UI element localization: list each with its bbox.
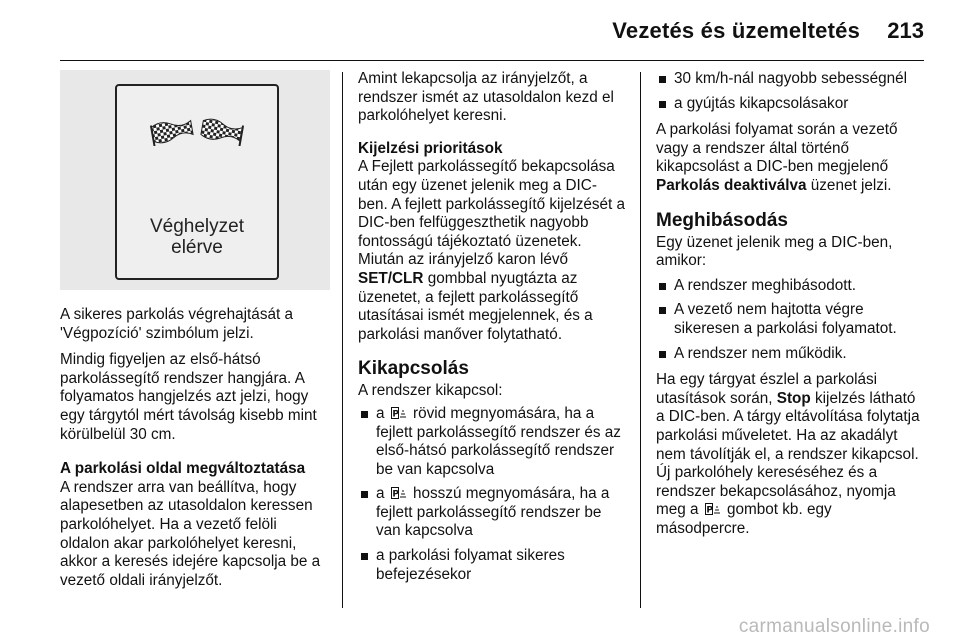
text-run: gombbal nyugtázta az üzenetet, a fejlett parkolássegítő utasításai ismét megjelennek, és a parkolási manőver folytatható. bbox=[358, 269, 593, 343]
bullet-icon bbox=[659, 76, 666, 83]
bullet-list bbox=[358, 405, 626, 584]
text-run: 30 km/h-nál nagyobb sebességnél bbox=[674, 70, 908, 87]
text-run: a parkolási folyamat sikeres befejezésekor bbox=[376, 547, 565, 583]
list-item bbox=[656, 70, 924, 89]
text-run: A Fejlett parkolássegítő bekapcsolása után egy üzenet jelenik meg a DIC-ben. A fejlett parkolássegítő kijelzését a DIC-ben felfüggeszthetik nagyobb fontosságú tájékoztató üzenetek. Miután az irányjelző karon lévő bbox=[358, 158, 626, 269]
paragraph bbox=[656, 371, 924, 538]
text-run: üzenet jelzi. bbox=[810, 176, 892, 194]
list-item bbox=[656, 277, 924, 296]
parking-assist-icon bbox=[705, 503, 721, 515]
column-3 bbox=[656, 70, 924, 546]
bullet-icon bbox=[361, 411, 368, 418]
display-line-1: Véghelyzet bbox=[149, 216, 244, 237]
text-run: A rendszer meghibásodott. bbox=[674, 276, 856, 294]
column-1 bbox=[60, 70, 330, 598]
bullet-icon bbox=[361, 553, 368, 560]
text-run: Ha egy tárgyat észlel a parkolási utasítások során, bbox=[656, 371, 878, 407]
checkered-flags-icon bbox=[148, 116, 246, 146]
svg-text:P: P bbox=[392, 409, 399, 419]
text-run: a bbox=[376, 404, 385, 422]
subheading: Kijelzési prioritások bbox=[358, 139, 503, 157]
list-item bbox=[358, 485, 626, 541]
section-title: Vezetés és üzemeltetés bbox=[612, 18, 860, 43]
text-run: a gyújtás kikapcsolásakor bbox=[674, 94, 849, 112]
text-run: A vezető nem hajtotta végre sikeresen a parkolási folyamatot. bbox=[674, 301, 897, 337]
deactivated-message-label: Parkolás deaktiválva bbox=[656, 176, 807, 194]
list-item bbox=[656, 345, 924, 364]
text-run: A parkolási folyamat során a vezető vagy a rendszer által történő kikapcsolást a DIC-ben megjelenő bbox=[656, 121, 898, 176]
text-run: kijelzés látható a DIC-ben. A tárgy eltávolítása folytatja parkolási műveletet. Ha az akadályt nem távolítják el, a rendszer kikapcsol. Új parkolóhely kereséséhez és a rendszer bekapcsolásához, nyomja meg a bbox=[656, 389, 920, 519]
bullet-icon bbox=[659, 101, 666, 108]
column-2 bbox=[358, 70, 626, 592]
paragraph: Mindig figyeljen az első-hátsó parkolássegítő rendszer hangjára. A folyamatos hangjelzés azt jelzi, hogy egy tárgytól mért távolság kisebb mint körülbelül 30 cm. bbox=[60, 351, 317, 443]
list-item bbox=[358, 405, 626, 479]
paragraph: A rendszer kikapcsol: bbox=[358, 382, 503, 400]
paragraph: Egy üzenet jelenik meg a DIC-ben, amikor: bbox=[656, 233, 893, 270]
section-heading: Meghibásodás bbox=[656, 209, 788, 231]
parking-assist-icon bbox=[391, 487, 407, 499]
text-run: A rendszer nem működik. bbox=[674, 344, 847, 362]
dic-display bbox=[115, 84, 279, 280]
dic-display-figure bbox=[60, 70, 330, 290]
subheading: A parkolási oldal megváltoztatása bbox=[60, 460, 306, 478]
header-divider bbox=[60, 60, 924, 61]
text-run: rövid megnyomására, ha a fejlett parkolássegítő rendszer és az első-hátsó parkolássegítő rendszer be van kapcsolva bbox=[376, 404, 621, 478]
set-clr-label: SET/CLR bbox=[358, 269, 424, 287]
list-item bbox=[656, 95, 924, 114]
list-item bbox=[656, 301, 924, 338]
paragraph: A rendszer arra van beállítva, hogy alapesetben az utasoldalon keressen parkolóhelyet. Ha a vezető felöli oldalon akar parkolóhelyet keresni, akkor a keresés idejére kapcsolja be a vezető oldali irányjelzőt. bbox=[60, 478, 321, 589]
stop-label: Stop bbox=[776, 389, 811, 407]
text-run: hosszú megnyomására, ha a fejlett parkolássegítő rendszer be van kapcsolva bbox=[376, 485, 610, 540]
svg-text:P: P bbox=[706, 505, 713, 516]
paragraph: A sikeres parkolás végrehajtását a 'Végpozíció' szimbólum jelzi. bbox=[60, 306, 293, 342]
text-run: gombot kb. egy másodpercre. bbox=[656, 501, 832, 537]
page-number: 213 bbox=[887, 18, 924, 43]
bullet-list bbox=[656, 277, 924, 363]
bullet-icon bbox=[659, 351, 666, 358]
bullet-icon bbox=[361, 491, 368, 498]
text-run: a bbox=[376, 485, 385, 503]
column-divider-2 bbox=[640, 72, 641, 608]
paragraph: Amint lekapcsolja az irányjelzőt, a rendszer ismét az utasoldalon kezd el parkolóhelyet keresni. bbox=[358, 70, 614, 125]
paragraph bbox=[656, 121, 924, 195]
bullet-list bbox=[656, 70, 924, 113]
parking-assist-icon bbox=[391, 407, 407, 419]
display-message bbox=[117, 216, 277, 258]
watermark: carmanualsonline.info bbox=[738, 616, 930, 637]
list-item bbox=[358, 547, 626, 584]
paragraph bbox=[358, 158, 626, 344]
svg-text:P: P bbox=[392, 489, 399, 500]
display-line-2: elérve bbox=[171, 237, 223, 258]
bullet-icon bbox=[659, 283, 666, 290]
section-heading: Kikapcsolás bbox=[358, 358, 469, 380]
bullet-icon bbox=[659, 307, 666, 314]
column-divider-1 bbox=[342, 72, 343, 608]
